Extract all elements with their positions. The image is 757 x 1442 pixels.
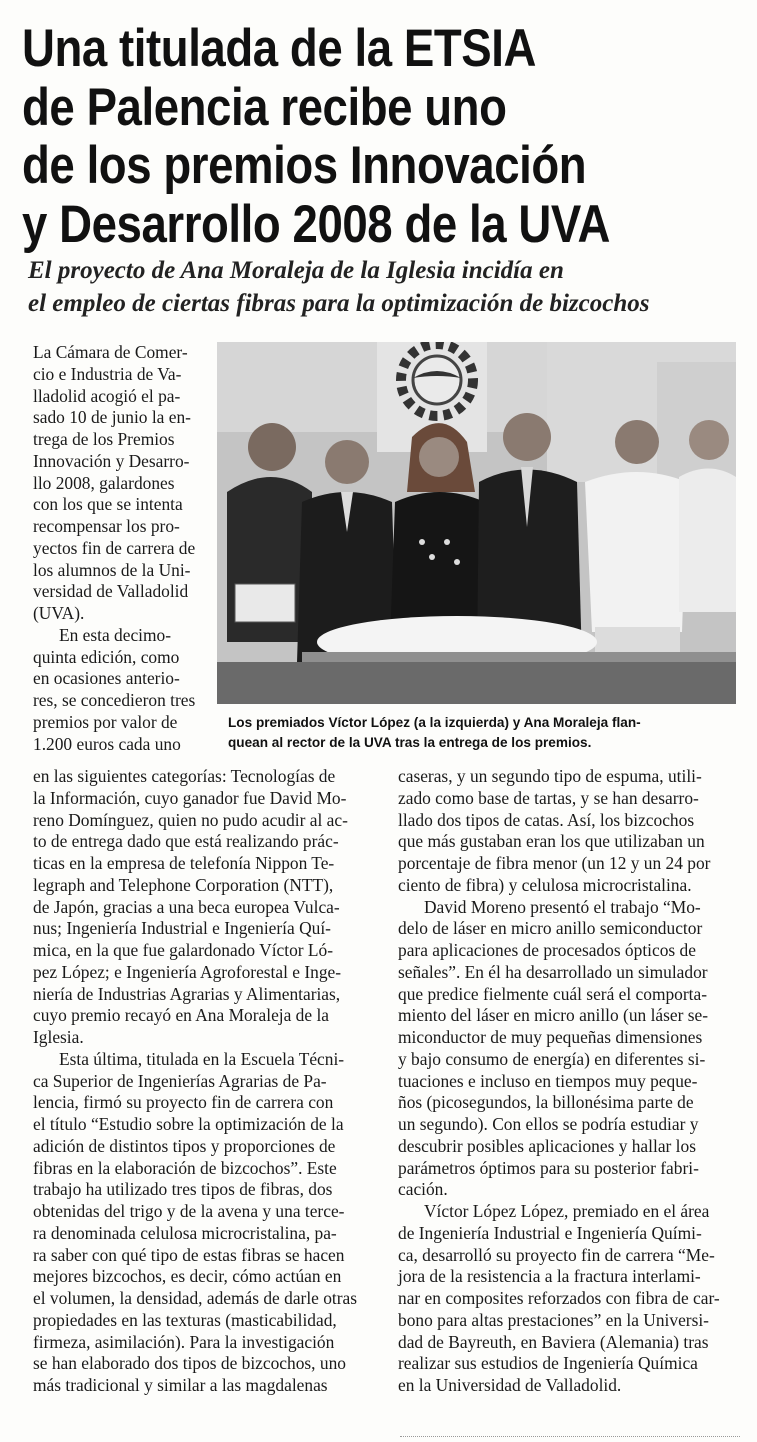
headline-line: de Palencia recibe uno: [22, 77, 507, 137]
gear-emblem-icon: [401, 344, 473, 416]
body-text-line: mica, en la que fue galardonado Víctor Ló-: [33, 940, 334, 960]
body-column-a: [33, 342, 213, 755]
body-text-line: zado como base de tartas, y se han desarro-: [398, 787, 699, 808]
body-text-line: el título “Estudio sobre la optimización de la: [33, 1114, 344, 1134]
headline-line: y Desarrollo 2008 de la UVA: [22, 194, 610, 254]
body-text-line: cación.: [398, 1179, 448, 1200]
caption-line: quean al rector de la UVA tras la entrega de los premios.: [228, 735, 592, 750]
photo-illustration: [217, 342, 736, 704]
body-text-line: pez López; e Ingeniería Agroforestal e Inge-: [33, 961, 342, 982]
body-text-line: ca Superior de Ingenierías Agrarias de Pa-: [33, 1070, 327, 1091]
headline-line: de los premios Innovación: [22, 136, 587, 195]
body-text-line: en ocasiones anterio-: [33, 668, 180, 689]
body-text-line: recompensar los pro-: [33, 516, 180, 536]
body-text-line: dad de Bayreuth, en Baviera (Alemania) tras: [398, 1331, 709, 1352]
body-text-line: lencia, firmó su proyecto fin de carrera con: [33, 1092, 334, 1113]
body-text-line: res, se concedieron tres: [33, 690, 196, 710]
subheadline: [28, 254, 748, 320]
body-text-line: 1.200 euros cada uno: [33, 733, 181, 754]
body-text-line: Víctor López López, premiado en el área: [424, 1201, 710, 1221]
subheadline-line: El proyecto de Ana Moraleja de la Iglesia incidía en: [28, 257, 564, 284]
photo-caption: [228, 713, 738, 753]
body-column-b: [33, 766, 373, 1397]
body-text-line: ca, desarrolló su proyecto fin de carrera “Me-: [398, 1244, 715, 1265]
caption-line: Los premiados Víctor López (a la izquierda) y Ana Moraleja flan-: [228, 715, 641, 730]
body-text-line: firmeza, asimilación). Para la investigación: [33, 1331, 335, 1352]
body-text-line: la Información, cuyo ganador fue David Mo-: [33, 787, 347, 808]
body-text-line: delo de láser en micro anillo semiconductor: [398, 918, 703, 939]
body-text-line: tuaciones e incluso en tiempos muy peque-: [398, 1070, 698, 1091]
body-text-line: cio e Industria de Va-: [33, 363, 182, 384]
body-text-line: para aplicaciones de procesados ópticos de: [398, 940, 696, 960]
body-text-line: versidad de Valladolid: [33, 581, 189, 602]
body-text-line: sado 10 de junio la en-: [33, 407, 191, 428]
body-text-line: y bajo consumo de energía) en diferentes si-: [398, 1048, 706, 1069]
body-text-line: fibras en la elaboración de bizcochos”. Este: [33, 1157, 337, 1178]
body-text-line: David Moreno presentó el trabajo “Mo-: [424, 896, 701, 917]
body-text-line: descubrir posibles aplicaciones y hallar los: [398, 1135, 696, 1156]
body-text-line: obtenidas del trigo y de la avena y una terce-: [33, 1201, 345, 1221]
body-text-line: nar en composites reforzados con fibra de car-: [398, 1288, 720, 1308]
body-text-line: ticas en la empresa de telefonía Nippon Te-: [33, 853, 335, 873]
body-text-line: Esta última, titulada en la Escuela Técni-: [59, 1048, 345, 1069]
body-text-line: en las siguientes categorías: Tecnologías de: [33, 766, 336, 786]
body-text-line: La Cámara de Comer-: [33, 342, 188, 362]
body-text-line: realizar sus estudios de Ingeniería Química: [398, 1353, 698, 1374]
body-text-line: adición de distintos tipos y proporciones de: [33, 1135, 336, 1156]
body-text-line: yectos fin de carrera de: [33, 537, 196, 558]
body-text-line: quinta edición, como: [33, 646, 180, 667]
body-text-line: premios por valor de: [33, 711, 178, 732]
body-text-line: ciento de fibra) y celulosa microcristalina.: [398, 874, 692, 895]
body-column-c: [398, 766, 738, 1397]
body-text-line: miconductor de muy pequeñas dimensiones: [398, 1027, 703, 1047]
body-text-line: trega de los Premios: [33, 429, 175, 449]
body-text-line: bono para altas prestaciones” en la Universi-: [398, 1309, 709, 1330]
body-text-line: llado dos tipos de catas. Así, los bizcochos: [398, 809, 695, 830]
body-text-line: un segundo). Con ellos se podría estudiar y: [398, 1114, 699, 1134]
body-text-line: con los que se intenta: [33, 494, 183, 515]
body-text-line: ños (picosegundos, la billonésima parte de: [398, 1092, 694, 1113]
body-text-line: caseras, y un segundo tipo de espuma, utili-: [398, 766, 702, 786]
body-text-line: llo 2008, galardones: [33, 472, 175, 493]
body-text-line: mejores bizcochos, es decir, cómo actúan en: [33, 1266, 342, 1287]
body-text-line: nus; Ingeniería Industrial e Ingeniería Quí-: [33, 918, 331, 939]
body-text-line: ra saber con qué tipo de estas fibras se hacen: [33, 1244, 345, 1265]
award-ceremony-photo: [217, 342, 736, 704]
body-text-line: ra denominada celulosa microcristalina, pa-: [33, 1222, 337, 1243]
body-text-line: jora de la resistencia a la fractura interlami-: [398, 1266, 701, 1287]
body-text-line: parámetros óptimos para su posterior fabri-: [398, 1157, 699, 1178]
body-text-line: lladolid acogió el pa-: [33, 385, 181, 406]
subheadline-line: el empleo de ciertas fibras para la optimización de bizcochos: [28, 290, 650, 317]
headline: [22, 20, 641, 254]
body-text-line: Innovación y Desarro-: [33, 450, 190, 471]
body-text-line: propiedades en las texturas (masticabilidad,: [33, 1309, 337, 1330]
body-text-line: que predice fielmente cuál será el comporta-: [398, 983, 708, 1004]
body-text-line: reno Domínguez, quien no pudo acudir al ac-: [33, 809, 348, 830]
body-text-line: to de entrega dado que está realizando prác-: [33, 831, 339, 852]
body-text-line: el volumen, la densidad, además de darle otras: [33, 1288, 358, 1308]
body-text-line: más tradicional y similar a las magdalenas: [33, 1375, 328, 1395]
body-text-line: que más gustaban eran los que utilizaban un: [398, 831, 705, 852]
body-text-line: En esta decimo-: [59, 624, 172, 645]
body-text-line: porcentaje de fibra menor (un 12 y un 24 por: [398, 853, 711, 873]
body-text-line: niería de Industrias Agrarias y Alimentarias,: [33, 983, 341, 1004]
body-text-line: (UVA).: [33, 603, 85, 623]
bottom-rule: [400, 1436, 740, 1437]
body-text-line: en la Universidad de Valladolid.: [398, 1375, 622, 1395]
body-text-line: se han elaborado dos tipos de bizcochos, uno: [33, 1353, 346, 1374]
body-text-line: Iglesia.: [33, 1027, 84, 1047]
body-text-line: de Ingeniería Industrial e Ingeniería Quími-: [398, 1222, 702, 1243]
body-text-line: trabajo ha utilizado tres tipos de fibras, dos: [33, 1179, 333, 1200]
headline-line: Una titulada de la ETSIA: [22, 19, 536, 78]
body-text-line: legraph and Telephone Corporation (NTT),: [33, 874, 334, 895]
body-text-line: cuyo premio recayó en Ana Moraleja de la: [33, 1005, 329, 1026]
body-text-line: miento del láser en micro anillo (un láser se-: [398, 1005, 709, 1026]
body-text-line: los alumnos de la Uni-: [33, 559, 191, 580]
body-text-line: de Japón, gracias a una beca europea Vulca-: [33, 896, 340, 917]
body-text-line: señales”. En él ha desarrollado un simulador: [398, 961, 708, 982]
